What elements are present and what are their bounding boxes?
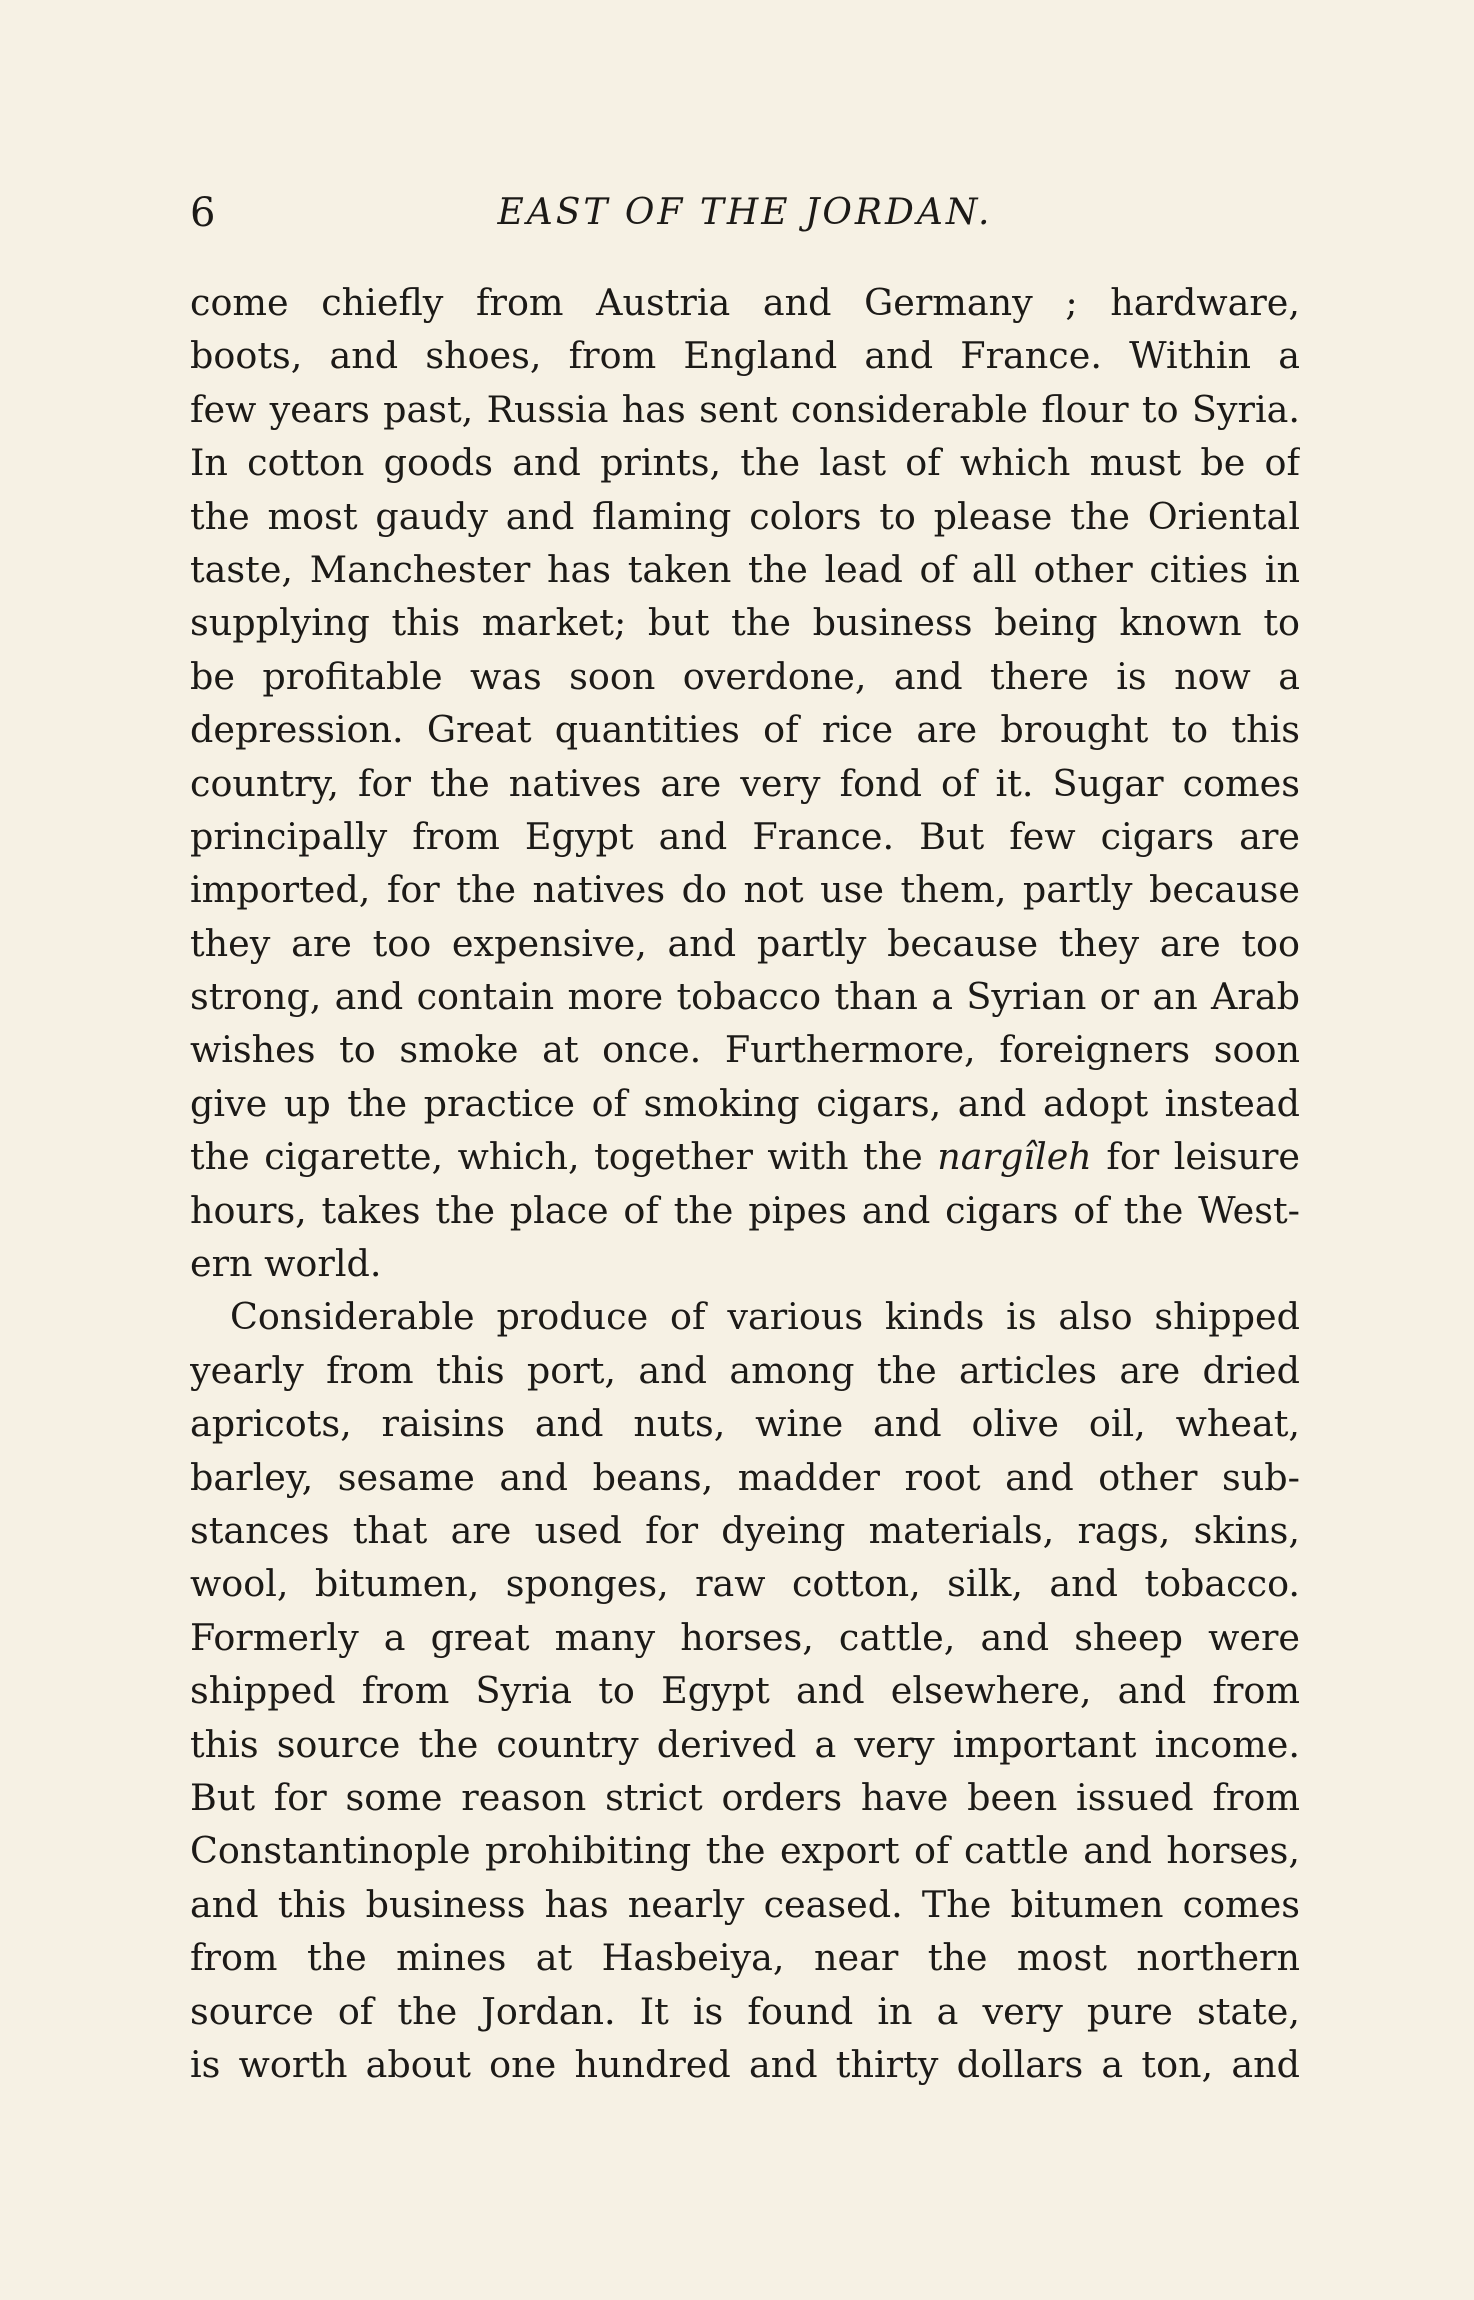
text-line: strong, and contain more tobacco than a Syrian or an Arab	[190, 975, 1300, 1019]
text-line: and this business has nearly ceased. The bitumen comes	[190, 1882, 1300, 1926]
text-line: Constantinople prohibiting the export of cattle and horses,	[190, 1829, 1300, 1873]
text-line: they are too expensive, and partly because they are too	[190, 921, 1300, 965]
text-line: taste, Manchester has taken the lead of all other cities in	[190, 547, 1300, 591]
text-line: this source the country derived a very important income.	[190, 1722, 1300, 1766]
text-line: ern world.	[190, 1242, 382, 1286]
text-line: the most gaudy and flaming colors to please the Oriental	[190, 494, 1300, 538]
text-line: few years past, Russia has sent considerable flour to Syria.	[190, 387, 1300, 431]
paragraph-start: Considerable produce of various kinds is also shipped	[230, 1295, 1300, 1339]
text-line: In cotton goods and prints, the last of which must be of	[190, 441, 1300, 485]
text-line: stances that are used for dyeing materials, rags, skins,	[190, 1508, 1300, 1552]
text-line: But for some reason strict orders have been issued from	[190, 1775, 1300, 1819]
text-line: be profitable was soon overdone, and there is now a	[190, 654, 1300, 698]
text-line: wool, bitumen, sponges, raw cotton, silk, and tobacco.	[190, 1562, 1300, 1606]
page-header	[190, 188, 1300, 248]
text-line: boots, and shoes, from England and France. Within a	[190, 334, 1300, 378]
text-line: country, for the natives are very fond of it. Sugar comes	[190, 761, 1300, 805]
text-line: from the mines at Hasbeiya, near the most northern	[190, 1936, 1300, 1980]
text-line: supplying this market; but the business being known to	[190, 601, 1300, 645]
text-segment: for leisure	[1091, 1135, 1300, 1179]
text-line: apricots, raisins and nuts, wine and olive oil, wheat,	[190, 1402, 1300, 1446]
text-line: depression. Great quantities of rice are brought to this	[190, 708, 1300, 752]
text-line: barley, sesame and beans, madder root and other sub-	[190, 1455, 1300, 1499]
italic-term: nargîleh	[937, 1135, 1092, 1179]
text-line: shipped from Syria to Egypt and elsewhere, and from	[190, 1669, 1300, 1713]
body-text	[190, 276, 1300, 2091]
text-line: principally from Egypt and France. But few cigars are	[190, 814, 1300, 858]
text-line: Formerly a great many horses, cattle, and sheep were	[190, 1615, 1300, 1659]
text-line: give up the practice of smoking cigars, and adopt instead	[190, 1081, 1300, 1125]
text-line: source of the Jordan. It is found in a very pure state,	[190, 1989, 1300, 2033]
text-line: yearly from this port, and among the articles are dried	[190, 1348, 1300, 1392]
text-segment: the cigarette, which, together with the	[190, 1135, 938, 1179]
text-line: hours, takes the place of the pipes and cigars of the West-	[190, 1188, 1300, 1232]
text-line: is worth about one hundred and thirty dollars a ton, and	[190, 2042, 1300, 2086]
text-line: imported, for the natives do not use them, partly because	[190, 868, 1300, 912]
page-number: 6	[190, 190, 216, 236]
text-line	[190, 1130, 1300, 1183]
text-line: wishes to smoke at once. Furthermore, foreigners soon	[190, 1028, 1300, 1072]
text-line: come chiefly from Austria and Germany ; hardware,	[190, 281, 1300, 324]
running-title: EAST OF THE JORDAN.	[497, 192, 993, 233]
